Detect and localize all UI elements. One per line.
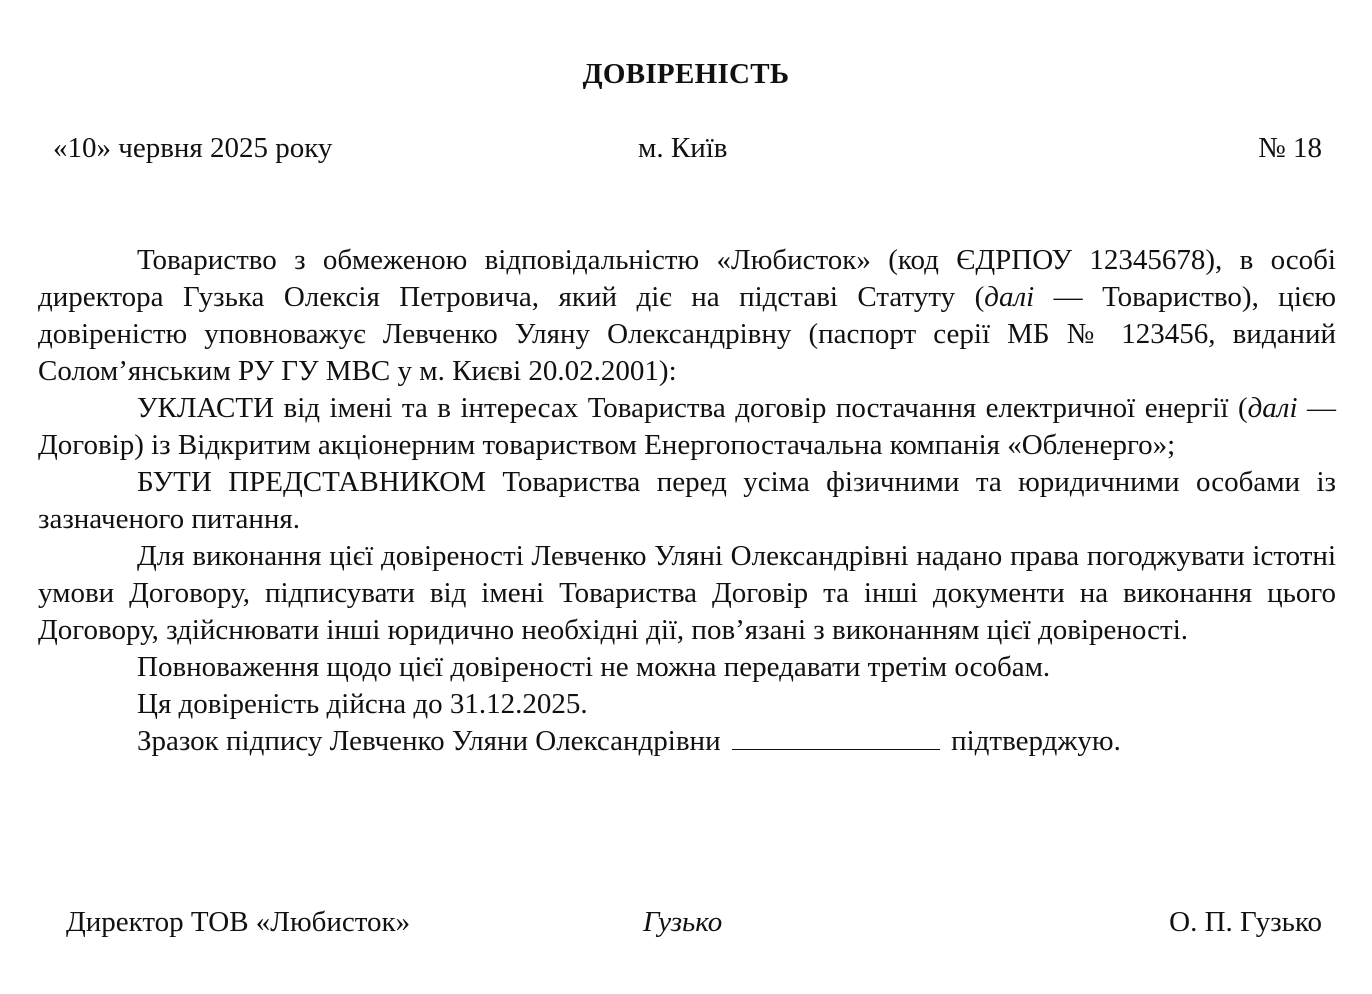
document-number: № 18 <box>1258 132 1322 164</box>
paragraph-authorization <box>38 242 1336 390</box>
paragraph-authorization-text-2: — Товариство), цією довіреністю уповноважує Левченко Уляну Олександрівну (паспорт серії МБ № 123456, виданий Солом’янським РУ ГУ МВС у м. Києві 20.02.2001): <box>38 281 1336 387</box>
signatory-position: Директор ТОВ «Любисток» <box>66 906 411 938</box>
signatory-name: О. П. Гузько <box>1169 906 1322 938</box>
director-signature: Гузько <box>643 906 723 938</box>
document-city: м. Київ <box>638 132 728 164</box>
document-title: ДОВІРЕНІСТЬ <box>582 58 790 90</box>
signature-sample-line <box>732 723 940 750</box>
document-body <box>38 242 1336 760</box>
signature-sample-confirm: підтверджую. <box>951 725 1121 757</box>
paragraph-conclude-contract-italic: далі <box>1247 392 1298 424</box>
paragraph-authorization-italic: далі <box>984 281 1035 313</box>
paragraph-conclude-contract <box>38 390 1336 464</box>
paragraph-no-transfer: Повноваження щодо цієї довіреності не можна передавати третім особам. <box>137 651 1051 683</box>
paragraph-validity: Ця довіреність дійсна до 31.12.2025. <box>137 688 588 720</box>
document-date: «10» червня 2025 року <box>53 132 333 164</box>
paragraph-representative: БУТИ ПРЕДСТАВНИКОМ Товариства перед усіма фізичними та юридичними особами із зазначеного питання. <box>38 466 1336 535</box>
paragraph-authorization-text-1: Товариство з обмеженою відповідальністю «Любисток» (код ЄДРПОУ 12345678), в особі директора Гузька Олексія Петровича, який діє на підставі Статуту ( <box>38 244 1336 313</box>
paragraph-rights: Для виконання цієї довіреності Левченко Уляні Олександрівні надано права погоджувати істотні умови Договору, підписувати від імені Товариства Договір та інші документи на виконання цього Договору, здійснювати інші юридично необхідні дії, пов’язані з виконанням цієї довіреності. <box>38 540 1336 646</box>
signature-sample-text: Зразок підпису Левченко Уляни Олександрівни <box>137 725 721 757</box>
paragraph-signature-sample <box>38 723 1336 760</box>
paragraph-conclude-contract-text-2: — Договір) із Відкритим акціонерним товариством Енергопостачальна компанія «Обленерго»; <box>38 392 1336 461</box>
paragraph-conclude-contract-text-1: УКЛАСТИ від імені та в інтересах Товариства договір постачання електричної енергії ( <box>137 392 1248 424</box>
